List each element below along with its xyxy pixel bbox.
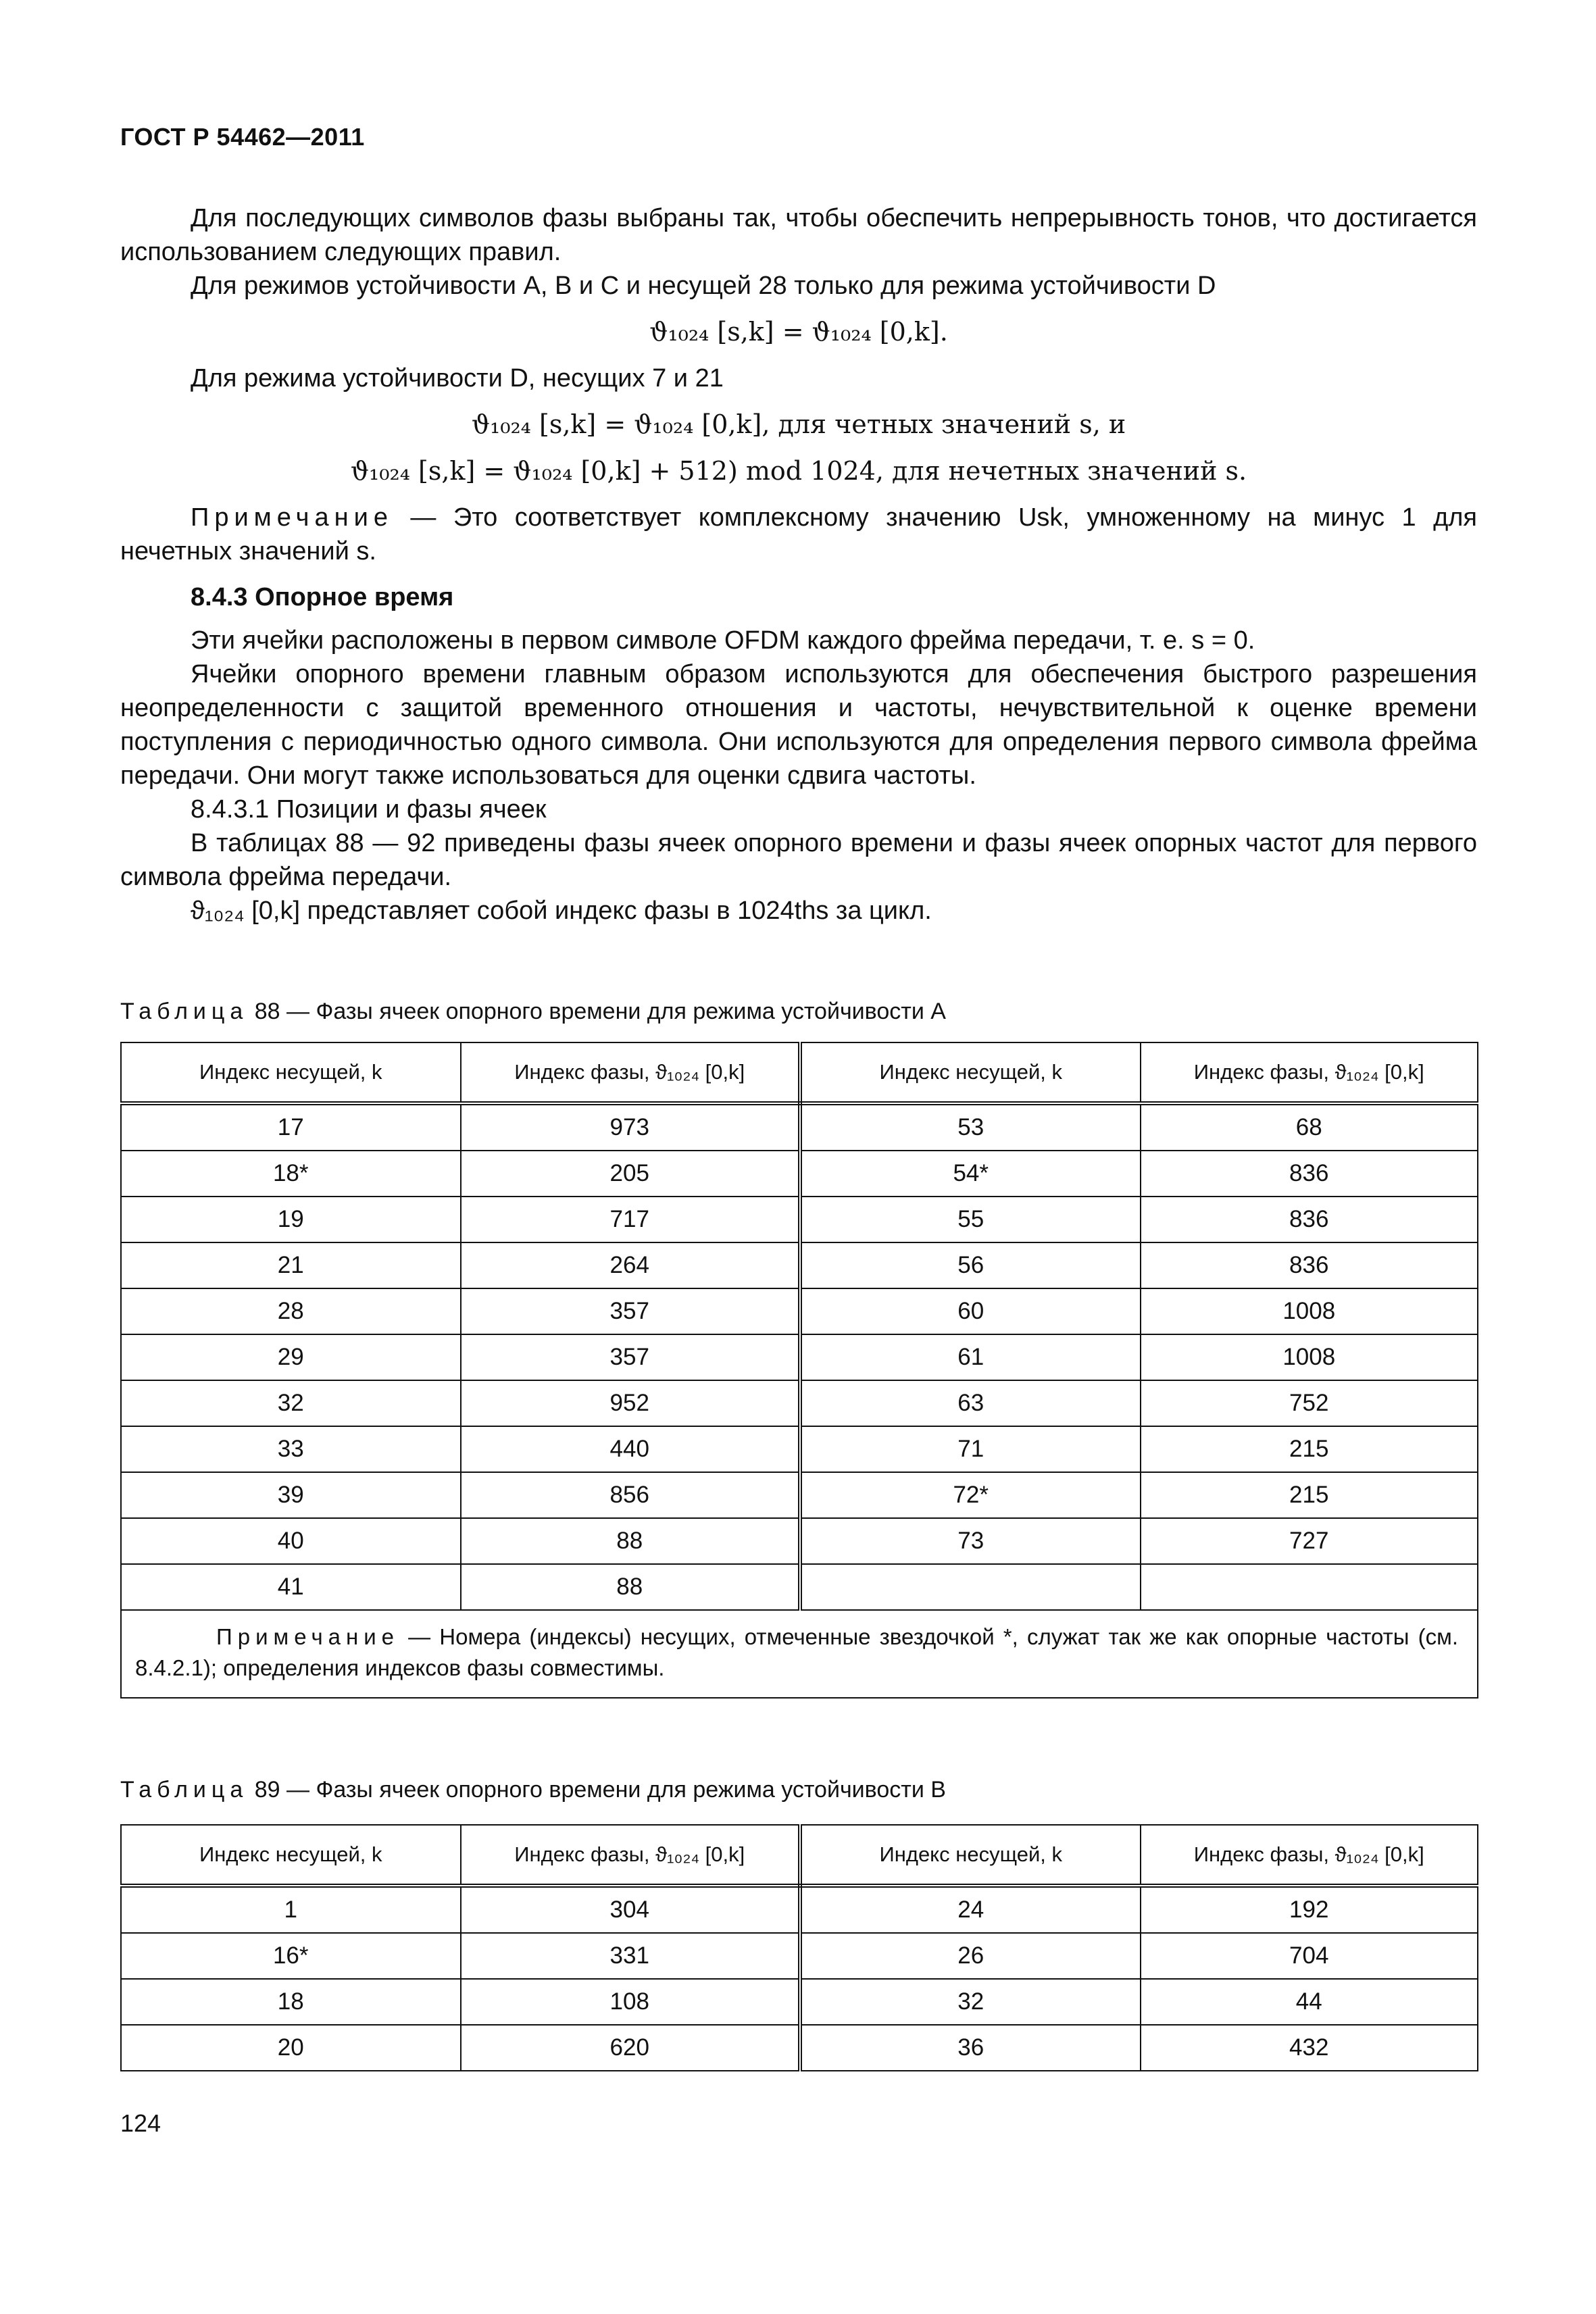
- table-row: [121, 1564, 1478, 1610]
- table-row: [121, 1518, 1478, 1564]
- table-cell: 727: [1141, 1518, 1478, 1564]
- page-number: 124: [120, 2109, 161, 2137]
- table-cell: 60: [800, 1288, 1141, 1334]
- table-cell: 1008: [1141, 1288, 1478, 1334]
- table-cell: 836: [1141, 1151, 1478, 1197]
- table-cell: 41: [121, 1564, 461, 1610]
- table-header-cell: Индекс фазы, ϑ₁₀₂₄ [0,k]: [461, 1825, 800, 1886]
- paragraph-8: ϑ₁₀₂₄ [0,k] представляет собой индекс фазы в 1024ths за цикл.: [191, 897, 932, 925]
- table-cell: 620: [461, 2025, 800, 2071]
- table-cell: 39: [121, 1472, 461, 1518]
- table-header-row: [121, 1042, 1478, 1103]
- table-row: [121, 1288, 1478, 1334]
- table-cell: 704: [1141, 1933, 1478, 1979]
- table-cell: 28: [121, 1288, 461, 1334]
- note-label: Примечание: [191, 503, 393, 532]
- table-88-caption-label: Таблица: [120, 999, 249, 1024]
- table-cell: 752: [1141, 1380, 1478, 1426]
- body-text: [120, 201, 1477, 928]
- table-cell: 18*: [121, 1151, 461, 1197]
- paragraph-1: Для последующих символов фазы выбраны так, чтобы обеспечить непрерывность тонов, что достигается использованием следующих правил.: [120, 204, 1477, 266]
- table-cell: 304: [461, 1886, 800, 1933]
- document-header: ГОСТ Р 54462—2011: [120, 123, 365, 151]
- table-cell: 55: [800, 1197, 1141, 1242]
- table-cell: 32: [121, 1380, 461, 1426]
- table-cell: 215: [1141, 1472, 1478, 1518]
- table-cell: 63: [800, 1380, 1141, 1426]
- table-cell: 73: [800, 1518, 1141, 1564]
- table-cell: 72*: [800, 1472, 1141, 1518]
- table-note-text: — Номера (индексы) несущих, отмеченные звездочкой *, служат так же как опорные частоты (см. 8.4.2.1); определения индексов фазы совместимы.: [135, 1624, 1458, 1680]
- table-cell: 24: [800, 1886, 1141, 1933]
- table-89-caption-text: 89 — Фазы ячеек опорного времени для режима устойчивости B: [248, 1777, 946, 1803]
- table-row: [121, 1197, 1478, 1242]
- table-cell: 61: [800, 1334, 1141, 1380]
- table-cell: 192: [1141, 1886, 1478, 1933]
- table-header-cell: Индекс несущей, k: [800, 1825, 1141, 1886]
- table-89-caption: [120, 1777, 946, 1803]
- table-cell: 26: [800, 1933, 1141, 1979]
- table-cell: 29: [121, 1334, 461, 1380]
- paragraph-2: Для режимов устойчивости A, B и C и несущей 28 только для режима устойчивости D: [191, 272, 1216, 300]
- table-cell: 44: [1141, 1979, 1478, 2025]
- table-88-caption-text: 88 — Фазы ячеек опорного времени для режима устойчивости A: [248, 999, 946, 1024]
- table-cell: 54*: [800, 1151, 1141, 1197]
- table-header-cell: Индекс фазы, ϑ₁₀₂₄ [0,k]: [1141, 1042, 1478, 1103]
- formula-3-text: ϑ₁₀₂₄ [s,k] = ϑ₁₀₂₄ [0,k] + 512) mod 1024, для нечетных значений s.: [350, 456, 1247, 486]
- formula-2: [120, 407, 1477, 442]
- table-row: [121, 1103, 1478, 1151]
- table-row: [121, 1426, 1478, 1472]
- table-cell: 56: [800, 1242, 1141, 1288]
- table-cell: 357: [461, 1334, 800, 1380]
- table-row: [121, 1472, 1478, 1518]
- table-header-cell: Индекс несущей, k: [800, 1042, 1141, 1103]
- table-88-caption: [120, 999, 946, 1025]
- table-cell: 21: [121, 1242, 461, 1288]
- table-cell: 357: [461, 1288, 800, 1334]
- paragraph-3: Для режима устойчивости D, несущих 7 и 21: [191, 364, 724, 393]
- table-cell: 836: [1141, 1197, 1478, 1242]
- table-row: [121, 1380, 1478, 1426]
- table-cell: 71: [800, 1426, 1141, 1472]
- table-cell: 53: [800, 1103, 1141, 1151]
- note-text: — Это соответствует комплексному значению Usk, умноженному на минус 1 для нечетных значений s.: [120, 503, 1477, 565]
- table-header-row: [121, 1825, 1478, 1886]
- table-cell: 108: [461, 1979, 800, 2025]
- formula-1-text: ϑ₁₀₂₄ [s,k] = ϑ₁₀₂₄ [0,k].: [649, 317, 948, 347]
- table-note: [121, 1610, 1478, 1698]
- table-header-cell: Индекс фазы, ϑ₁₀₂₄ [0,k]: [1141, 1825, 1478, 1886]
- paragraph-5: Ячейки опорного времени главным образом используются для обеспечения быстрого разрешения неопределенности с защитой временного отношения и частоты, нечувствительной к оценке времени поступления с периодичностью одного символа. Они используются для определения первого символа фрейма передачи. Они могут также использоваться для оценки сдвига частоты.: [120, 660, 1477, 790]
- table-cell: 1: [121, 1886, 461, 1933]
- table-cell: 18: [121, 1979, 461, 2025]
- paragraph-4: Эти ячейки расположены в первом символе OFDM каждого фрейма передачи, т. е. s = 0.: [191, 626, 1255, 655]
- table-cell: 16*: [121, 1933, 461, 1979]
- table-cell: 952: [461, 1380, 800, 1426]
- section-heading: 8.4.3 Опорное время: [191, 583, 454, 611]
- table-cell: 36: [800, 2025, 1141, 2071]
- table-cell: 20: [121, 2025, 461, 2071]
- table-note-label: Примечание: [216, 1624, 400, 1649]
- formula-3: [120, 454, 1477, 488]
- table-row: [121, 1242, 1478, 1288]
- formula-1: [120, 315, 1477, 349]
- table-cell: 264: [461, 1242, 800, 1288]
- table-cell: 19: [121, 1197, 461, 1242]
- table-row: [121, 1979, 1478, 2025]
- table-note-row: [121, 1610, 1478, 1698]
- paragraph-6: 8.4.3.1 Позиции и фазы ячеек: [191, 795, 547, 824]
- table-cell: 836: [1141, 1242, 1478, 1288]
- table-cell: 432: [1141, 2025, 1478, 2071]
- table-cell: 17: [121, 1103, 461, 1151]
- table-row: [121, 1886, 1478, 1933]
- table-cell: 32: [800, 1979, 1141, 2025]
- table-cell: 40: [121, 1518, 461, 1564]
- table-cell: 205: [461, 1151, 800, 1197]
- table-cell: 1008: [1141, 1334, 1478, 1380]
- table-cell: 973: [461, 1103, 800, 1151]
- table-row: [121, 2025, 1478, 2071]
- table-cell: 88: [461, 1564, 800, 1610]
- table-row: [121, 1334, 1478, 1380]
- table-cell: 717: [461, 1197, 800, 1242]
- formula-2-text: ϑ₁₀₂₄ [s,k] = ϑ₁₀₂₄ [0,k], для четных значений s, и: [471, 409, 1126, 439]
- table-header-cell: Индекс фазы, ϑ₁₀₂₄ [0,k]: [461, 1042, 800, 1103]
- table-cell: 88: [461, 1518, 800, 1564]
- table-cell: 856: [461, 1472, 800, 1518]
- table-88: [120, 1042, 1478, 1699]
- table-89-caption-label: Таблица: [120, 1777, 249, 1803]
- table-header-cell: Индекс несущей, k: [121, 1042, 461, 1103]
- table-89: [120, 1824, 1478, 2071]
- table-row: [121, 1151, 1478, 1197]
- table-cell: [800, 1564, 1141, 1610]
- table-cell: 331: [461, 1933, 800, 1979]
- table-cell: 215: [1141, 1426, 1478, 1472]
- table-cell: 440: [461, 1426, 800, 1472]
- table-cell: [1141, 1564, 1478, 1610]
- table-header-cell: Индекс несущей, k: [121, 1825, 461, 1886]
- note-paragraph: [120, 501, 1477, 568]
- paragraph-7: В таблицах 88 — 92 приведены фазы ячеек опорного времени и фазы ячеек опорных частот для первого символа фрейма передачи.: [120, 829, 1477, 891]
- table-cell: 33: [121, 1426, 461, 1472]
- table-cell: 68: [1141, 1103, 1478, 1151]
- table-row: [121, 1933, 1478, 1979]
